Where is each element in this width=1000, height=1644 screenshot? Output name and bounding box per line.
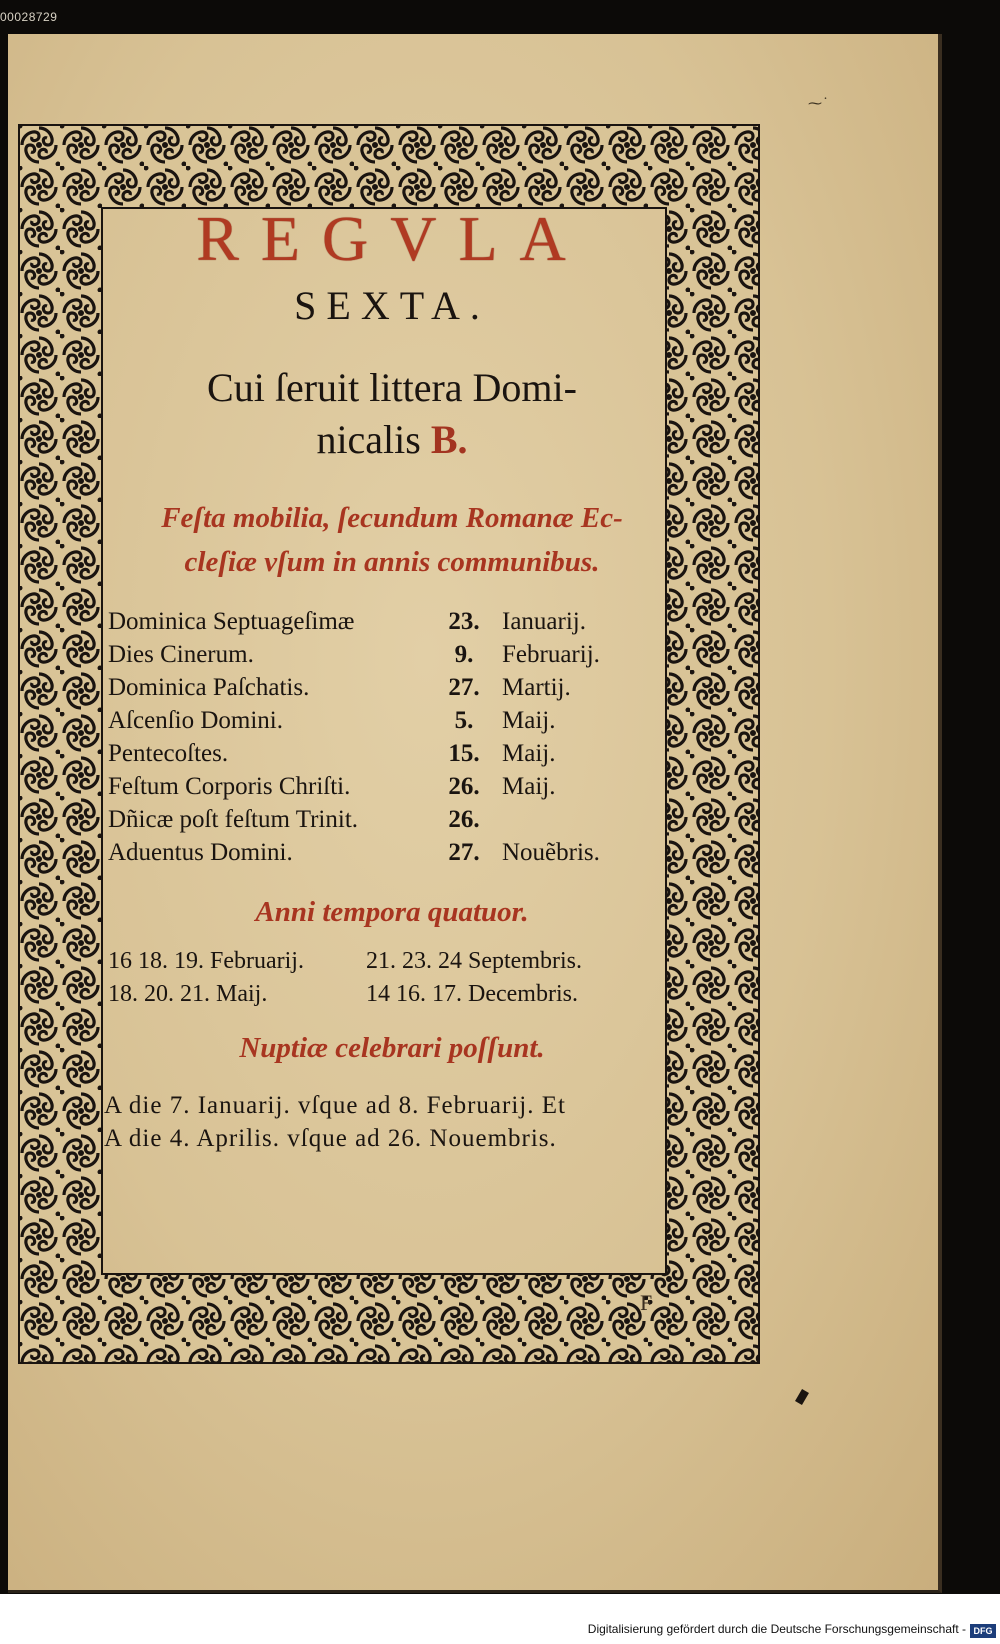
tempora-row xyxy=(108,948,648,981)
feast-name: Aduentus Domini. xyxy=(108,839,293,866)
feast-name: Dñicæ poſt feſtum Trinit. xyxy=(108,806,359,833)
tempora-row xyxy=(108,981,648,1014)
intro-line-2-text: nicalis xyxy=(316,417,421,462)
feast-month: Maij. xyxy=(502,707,556,734)
feast-name: Pentecoſtes. xyxy=(108,740,229,767)
intro-line-1: Cui ſeruit littera Domi- xyxy=(207,365,577,410)
nuptiae-text xyxy=(104,1092,664,1158)
feast-day: 23. xyxy=(448,608,480,635)
intro-line-2 xyxy=(112,414,672,466)
feast-month: Maij. xyxy=(502,773,556,800)
intro-text xyxy=(112,362,672,466)
ornamental-border-frame xyxy=(18,124,760,1414)
feast-day: 15. xyxy=(448,740,480,767)
festa-heading xyxy=(112,496,672,584)
festa-heading-line-2: cleſiæ vſum in annis communibus. xyxy=(184,546,600,578)
footer-credit: Digitalisierung gefördert durch die Deutsche Forschungsgemeinschaft - xyxy=(587,1622,966,1636)
feast-day: 5. xyxy=(454,707,474,734)
ink-mark-icon xyxy=(795,1389,809,1405)
feast-name: Dominica Septuageſimæ xyxy=(108,608,355,635)
feast-month: Ianuarij. xyxy=(502,608,586,635)
feast-day: 26. xyxy=(448,806,480,833)
dfg-logo: DFG xyxy=(970,1624,996,1638)
tempora-right: 21. 23. 24 Septembris. xyxy=(366,948,582,974)
scan-id: 00028729 xyxy=(0,10,58,24)
feast-day: 26. xyxy=(448,773,480,800)
feast-day: 9. xyxy=(454,641,474,668)
tempora-table xyxy=(108,948,648,1014)
nuptiae-line-2: A die 4. Aprilis. vſque ad 26. Nouembris. xyxy=(104,1125,557,1152)
feast-row xyxy=(108,707,638,740)
feast-name: Dominica Paſchatis. xyxy=(108,674,310,701)
feast-row xyxy=(108,773,638,806)
tempora-left: 16 18. 19. Februarij. xyxy=(108,948,304,974)
feast-name: Feſtum Corporis Chriſti. xyxy=(108,773,351,800)
feast-day: 27. xyxy=(448,674,480,701)
feast-day: 27. xyxy=(448,839,480,866)
nuptiae-heading: Nuptiæ celebrari poſſunt. xyxy=(239,1032,545,1064)
feast-name: Dies Cinerum. xyxy=(108,641,254,668)
feast-row xyxy=(108,740,638,773)
feast-row xyxy=(108,641,638,674)
tempora-right: 14 16. 17. Decembris. xyxy=(366,981,578,1007)
tempora-heading: Anni tempora quatuor. xyxy=(255,896,529,928)
pen-scribble-mark: ⁓˙ xyxy=(808,96,829,112)
feast-month: Februarij. xyxy=(502,641,600,668)
feast-row xyxy=(108,608,638,641)
feast-row xyxy=(108,839,638,872)
feast-month: Maij. xyxy=(502,740,556,767)
feast-row xyxy=(108,806,638,839)
feast-row xyxy=(108,674,638,707)
signature-mark: F xyxy=(640,1290,653,1315)
feast-name: Aſcenſio Domini. xyxy=(108,707,283,734)
page-title: REGVLA xyxy=(196,203,588,274)
nuptiae-line-1: A die 7. Ianuarij. vſque ad 8. Februarij. Et xyxy=(104,1092,566,1119)
feast-month: Nouẽbris. xyxy=(502,839,600,866)
footer-strip xyxy=(0,1594,1000,1644)
feast-table xyxy=(108,608,638,872)
tempora-left: 18. 20. 21. Maij. xyxy=(108,981,268,1007)
feast-month: Martij. xyxy=(502,674,571,701)
book-page xyxy=(8,34,942,1593)
festa-heading-line-1: Feſta mobilia, ſecundum Romanæ Ec- xyxy=(161,502,623,534)
page-subtitle: SEXTA. xyxy=(294,283,490,328)
dominical-letter: B. xyxy=(430,417,468,462)
